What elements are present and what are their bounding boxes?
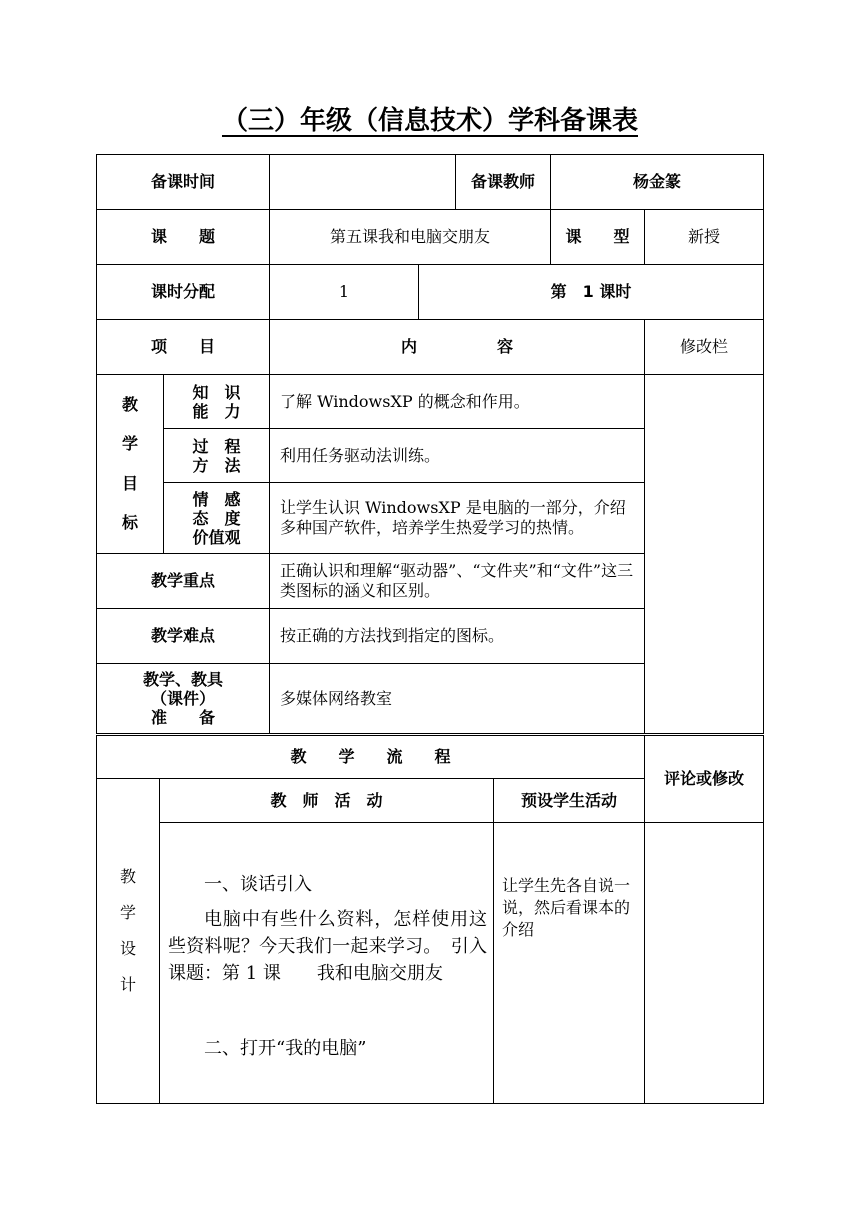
student-activity-header: 预设学生活动	[493, 778, 645, 823]
student-activity-content: 让学生先各自说一说，然后看课本的介绍	[493, 822, 645, 1104]
key-point-content: 正确认识和理解“驱动器”、“文件夹”和“文件”这三类图标的涵义和区别。	[269, 553, 645, 609]
difficulty-content: 按正确的方法找到指定的图标。	[269, 608, 645, 664]
teaching-design-label: 教 学 设 计	[96, 778, 160, 1104]
teacher-activity-header: 教 师 活 动	[159, 778, 494, 823]
prep-time-label: 备课时间	[96, 154, 270, 210]
page-title: （三）年级（信息技术）学科备课表	[221, 106, 638, 136]
content-column-header: 内 容	[269, 319, 645, 375]
topic-label: 课 题	[96, 209, 270, 265]
goal-knowledge-content: 了解 WindowsXP 的概念和作用。	[269, 374, 645, 429]
difficulty-label: 教学难点	[96, 608, 270, 664]
topic-value: 第五课我和电脑交朋友	[269, 209, 551, 265]
teacher-activity-content	[159, 822, 494, 1104]
teacher-paragraph: 一、谈话引入	[204, 874, 312, 895]
revise-column-cell[interactable]	[644, 374, 764, 734]
hours-label: 课时分配	[96, 264, 270, 320]
tools-content: 多媒体网络教室	[269, 663, 645, 734]
item-column-header: 项 目	[96, 319, 270, 375]
goal-process-content: 利用任务驱动法训练。	[269, 428, 645, 483]
lesson-type-label: 课 型	[550, 209, 645, 265]
teaching-flow-header: 教 学 流 程	[96, 735, 645, 779]
prep-time-value[interactable]	[269, 154, 456, 210]
comment-column-cell[interactable]	[644, 822, 764, 1104]
revise-column-header: 修改栏	[644, 319, 764, 375]
tools-label: 教学、教具 （课件） 准 备	[96, 663, 270, 734]
comment-column-header: 评论或修改	[644, 735, 764, 823]
teaching-goals-label: 教 学 目 标	[96, 374, 164, 554]
teacher-label: 备课教师	[455, 154, 551, 210]
hours-value: 1	[269, 264, 419, 320]
goal-emotion-label: 情 感 态 度 价值观	[163, 482, 270, 554]
period-value: 第 1 课时	[418, 264, 764, 320]
goal-emotion-content: 让学生认识 WindowsXP 是电脑的一部分，介绍多种国产软件，培养学生热爱学习的热情。	[269, 482, 645, 554]
teacher-name: 杨金篆	[550, 154, 764, 210]
goal-process-label: 过 程 方 法	[163, 428, 270, 483]
teacher-paragraph: 电脑中有些什么资料，怎样使用这些资料呢？今天我们一起来学习。 引入课题：第 1 课 我和电脑交朋友	[168, 909, 487, 984]
key-point-label: 教学重点	[96, 553, 270, 609]
teacher-paragraph: 二、打开“我的电脑”	[204, 1038, 367, 1059]
goal-knowledge-label: 知 识 能 力	[163, 374, 270, 429]
lesson-type-value: 新授	[644, 209, 764, 265]
